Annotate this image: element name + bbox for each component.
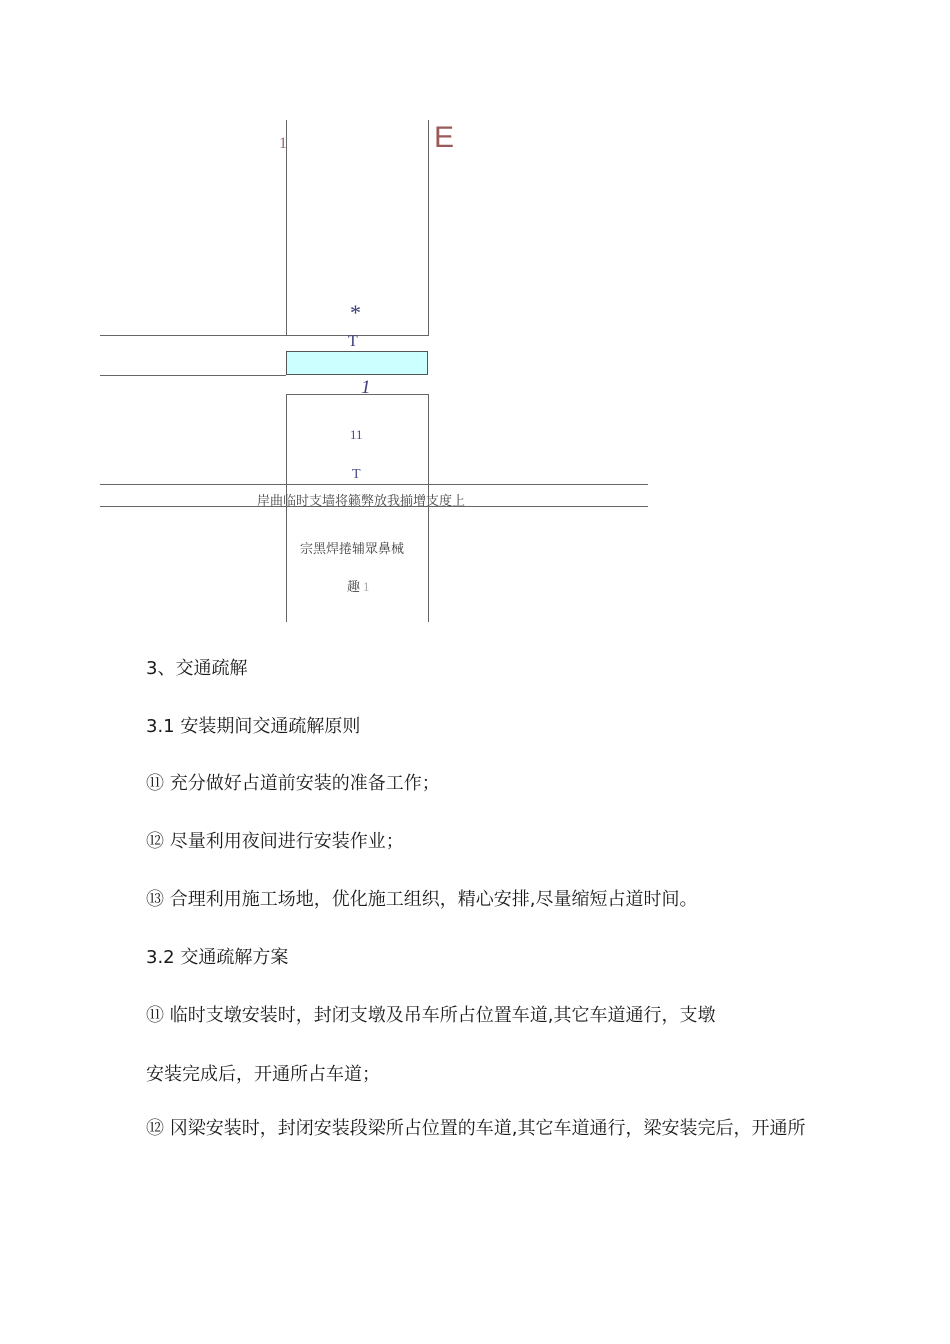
subsection-title-3-1: 3.1 安装期间交通疏解原则: [146, 716, 361, 737]
label-11: 11: [350, 427, 363, 442]
road-top-line: [100, 484, 648, 485]
label-1-top: 1: [279, 135, 287, 152]
principle-item-1: ⑪ 充分做好占道前安装的准备工作；: [146, 773, 440, 794]
plan-item-1-line-1: ⑪ 临时支墩安装时，封闭支墩及吊车所占位置车道,其它车道通行，支墩: [146, 1005, 716, 1026]
principle-item-3: ⑬ 合理利用施工场地，优化施工组织，精心安排,尽量缩短占道时间。: [146, 889, 698, 910]
label-t1: T: [348, 333, 358, 350]
lower-annotation-2-suffix: 1: [363, 579, 370, 594]
label-e: E: [434, 121, 455, 154]
lower-annotation-2: [347, 576, 370, 595]
left-road-top-line: [100, 335, 429, 336]
principle-item-2: ⑫ 尽量利用夜间进行安装作业；: [146, 831, 404, 852]
plan-item-2: ⑫ 冈梁安装时，封闭安装段梁所占位置的车道,其它车道通行，梁安装完后，开通所: [146, 1118, 806, 1139]
label-1-italic: 1: [361, 377, 371, 398]
plan-item-1-line-2: 安装完成后，开通所占车道；: [146, 1064, 380, 1085]
label-t2: T: [352, 467, 361, 482]
road-annotation: 岸曲临时支墙将籁弊放我揃增支度上: [257, 494, 466, 509]
lower-box-top-line: [286, 394, 429, 395]
left-road-bottom-line: [100, 375, 286, 376]
label-star: *: [350, 300, 361, 325]
subsection-title-3-2: 3.2 交通疏解方案: [146, 947, 289, 968]
section-title: 3、交通疏解: [146, 658, 248, 679]
lower-annotation-2-text: 趣: [347, 580, 361, 595]
upper-right-wall: [428, 120, 429, 335]
construction-diagram: [0, 0, 950, 640]
temporary-support-block: [286, 351, 428, 375]
lower-annotation: 宗黑焊捲辅眾鼻械: [300, 542, 405, 557]
